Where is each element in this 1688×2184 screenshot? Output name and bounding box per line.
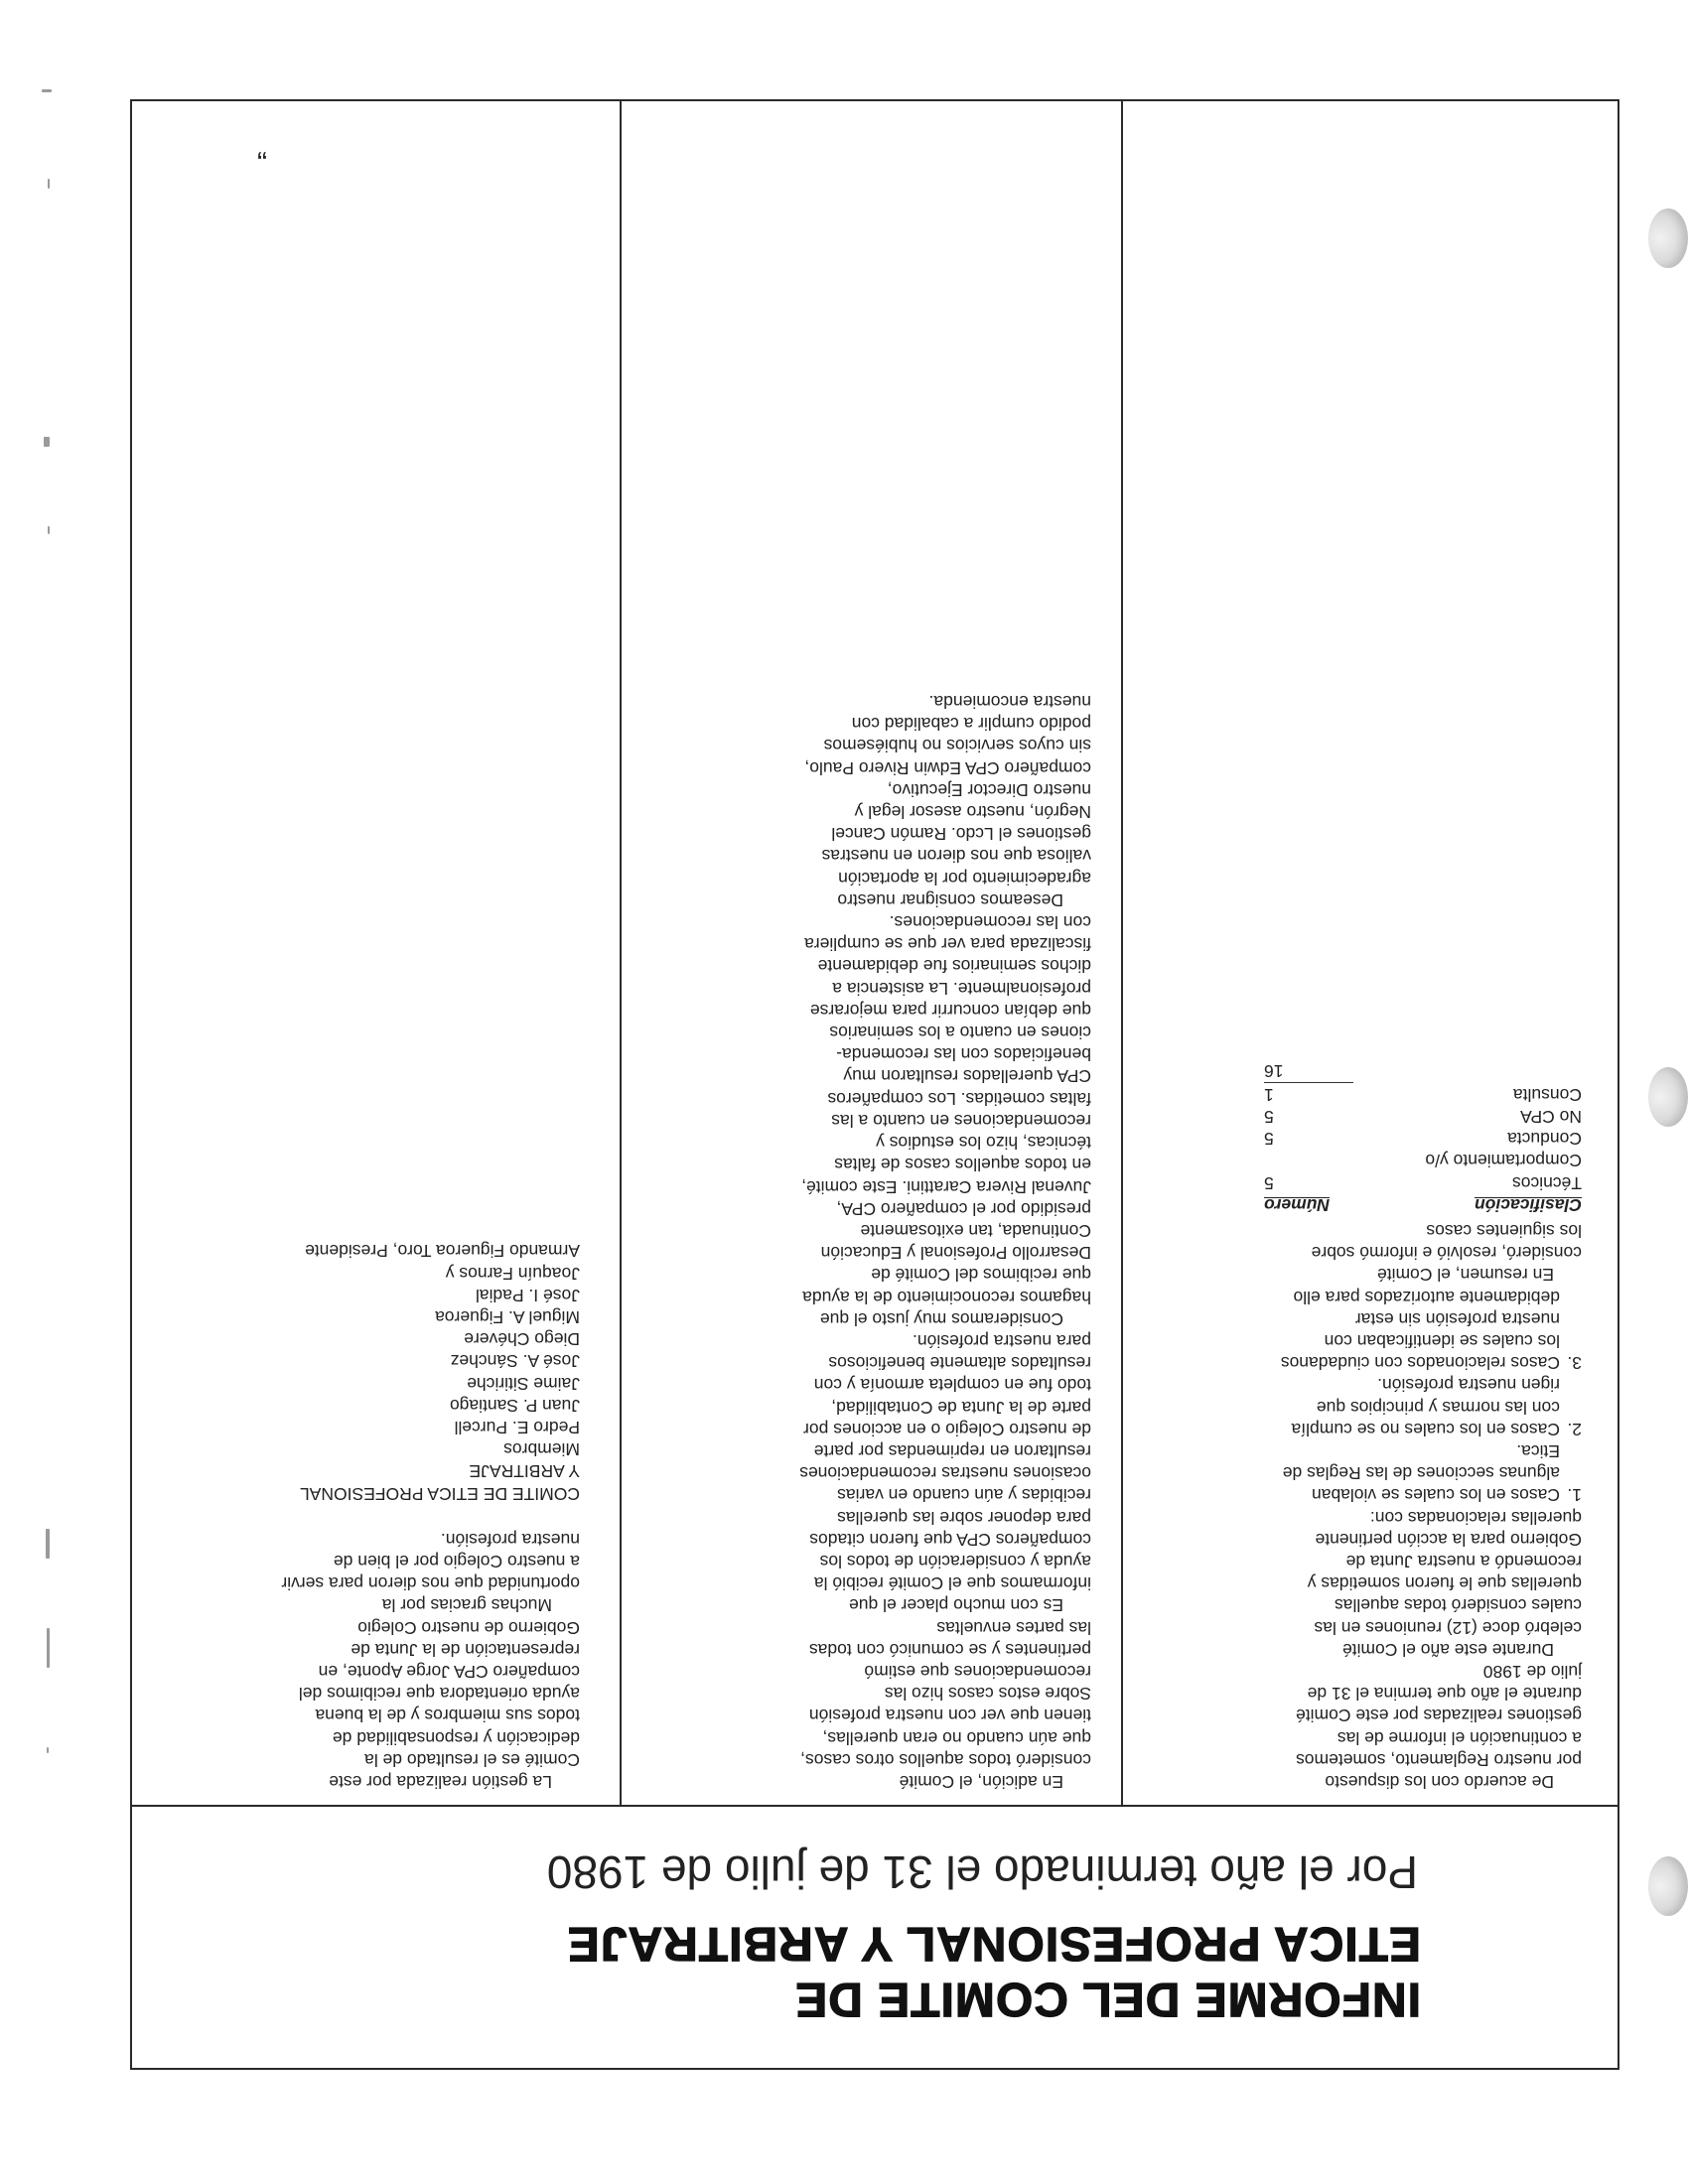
cooperation-line: ayuda y consideración de todos los (819, 1551, 1091, 1571)
recognition-line: Desarrollo Profesional y Educación (820, 1243, 1091, 1264)
cooperation-line: para nuestra profesión. (913, 1330, 1091, 1351)
column-3 (128, 101, 620, 1805)
members-label: Miembros (503, 1439, 580, 1460)
cooperation-line: todo fue en completa armonía y con (813, 1375, 1091, 1396)
cases-table (1143, 1060, 1582, 1215)
list-item-line: rigen nuestra profesión. (1377, 1375, 1560, 1396)
closing-line: Gobierno de nuestro Colegio (357, 1617, 580, 1638)
gratitude-line: agradecimiento por la aportación (838, 868, 1091, 888)
total-label (1353, 1060, 1582, 1083)
recognition-line: Juvenal Rivera Carattini. Este comité, (801, 1176, 1091, 1197)
recognition-line: con las recomendaciones. (889, 912, 1091, 933)
meetings-line: Durante este año el Comité (1341, 1639, 1554, 1660)
gratitude-line: podido cumplir a cabalidad con (851, 714, 1091, 735)
recognition-line: Continuada, tan exitosamente (860, 1220, 1091, 1241)
list-item-line: Casos relacionados con ciudadanos (1280, 1353, 1560, 1374)
gratitude-line: sin cuyos servicios no hubiésemos (823, 736, 1091, 756)
recognition-line: beneficiados con las recomenda- (836, 1044, 1091, 1065)
other-cases-paragraph (641, 1616, 1091, 1793)
gratitude-line: compañero CPA Edwin Rivero Paulo, (804, 757, 1091, 778)
cooperation-line: resultaron en reprimendas por parte (813, 1440, 1091, 1461)
thanks-paragraph (148, 1529, 580, 1617)
row-number: 5 (1264, 1172, 1274, 1193)
recognition-line: que debían concurrir para mejorarse (809, 1000, 1091, 1021)
row-number (1264, 1150, 1353, 1171)
list-item-line: los cuales se identificaban con (1324, 1330, 1560, 1351)
table-header (1143, 1194, 1582, 1216)
list-item-line: con las normas y principios que (1316, 1397, 1560, 1418)
other-cases-line: Sobre estos casos hizo las (884, 1684, 1091, 1705)
recognition-line: que recibimos del Comité de (871, 1265, 1091, 1286)
closing-line: La gestión realizada por este (329, 1772, 552, 1792)
closing-line: todos sus miembros y de la buena (315, 1706, 580, 1726)
cooperation-line: ocasiones nuestras recomendaciones (799, 1463, 1091, 1484)
column-1 (1121, 101, 1618, 1805)
intro-paragraph (1143, 1661, 1582, 1793)
table-row (1143, 1150, 1582, 1171)
row-classification: Conducta (1507, 1129, 1582, 1150)
recognition-line: profesionalmente. La asistencia a (832, 978, 1091, 999)
list-item-line: algunas secciones de las Reglas de (1282, 1463, 1560, 1484)
cooperation-line: recibidas y aún cuando en varias (837, 1485, 1091, 1506)
member-line: José I. Padial (475, 1285, 580, 1305)
table-row (1143, 1084, 1582, 1106)
row-classification: Comportamiento y/o (1425, 1151, 1582, 1171)
summary-line: En resumen, el Comité (1377, 1265, 1554, 1286)
recognition-line: recomendaciones en cuanto a las (831, 1110, 1091, 1131)
row-classification: Consulta (1512, 1084, 1582, 1105)
intro-line: julio de 1980 (1482, 1661, 1582, 1682)
intro-line: durante el año que termina el 31 de (1307, 1684, 1582, 1705)
row-number: 1 (1264, 1084, 1274, 1105)
cooperation-paragraph (641, 1330, 1091, 1617)
cooperation-line: resultados altamente beneficiosos (828, 1353, 1091, 1374)
report-title (567, 1915, 1421, 2026)
list-number: 1. (1567, 1485, 1582, 1506)
report-subtitle: Por el año terminado el 31 de julio de 1980 (546, 1846, 1418, 1898)
other-cases-line: consideró todos aquellos otros casos, (800, 1749, 1091, 1770)
meetings-line: recomendó a nuestra Junta de (1345, 1551, 1582, 1571)
thanks-line: Muchas gracias por la (381, 1595, 552, 1616)
other-cases-line: pertinentes y se comunicó con todas (808, 1639, 1091, 1660)
recognition-line: faltas cometidas. Los compañeros (827, 1088, 1091, 1109)
meetings-paragraph (1143, 1506, 1582, 1660)
meetings-line: querellas relacionadas con: (1369, 1507, 1582, 1528)
list-number: 2. (1567, 1419, 1582, 1439)
member-line: Pedro E. Purcell (454, 1417, 580, 1437)
summary-paragraph (1143, 1220, 1582, 1287)
list-item-line: Casos en los cuales no se cumplía (1291, 1419, 1560, 1439)
row-number: 5 (1264, 1106, 1274, 1127)
header-classification: Clasificación (1475, 1194, 1582, 1215)
title-line-2: ETICA PROFESIONAL Y ARBITRAJE (566, 1917, 1421, 1970)
column-2 (620, 101, 1121, 1805)
table-row (1143, 1106, 1582, 1128)
meetings-line: celebró doce (12) reuniones en las (1314, 1617, 1582, 1638)
thanks-line: a nuestro Colegio por el bien de (333, 1551, 580, 1571)
row-classification: Técnicos (1511, 1172, 1582, 1193)
cooperation-line: informamos que el Comité recibió la (813, 1573, 1091, 1594)
list-item (1143, 1286, 1582, 1374)
other-cases-line: recomendaciones que estimó (864, 1661, 1091, 1682)
row-number: 5 (1264, 1129, 1274, 1150)
meetings-line: Gobierno para la acción pertinente (1315, 1529, 1582, 1550)
meetings-line: cuales consideró todas aquellas (1334, 1595, 1582, 1616)
other-cases-line: En adición, el Comité (899, 1772, 1063, 1792)
committee-name-line-1: COMITE DE ETICA PROFESIONAL (300, 1483, 580, 1504)
list-item (1143, 1440, 1582, 1507)
thanks-line: nuestra profesión. (440, 1529, 580, 1550)
table-row (1143, 1128, 1582, 1150)
gratitude-line: valiosa que nos dieron en nuestras (821, 846, 1091, 867)
closing-paragraph (148, 1616, 580, 1793)
gratitude-line: nuestra encomienda. (928, 692, 1091, 713)
gratitude-line: Negrón, nuestro asesor legal y (854, 802, 1091, 823)
recognition-line: CPA querellados resultaron muy (843, 1066, 1091, 1087)
list-item-line: debidamente autorizados para ello (1293, 1287, 1560, 1307)
intro-line: a continuación el informe de las (1336, 1727, 1582, 1748)
cooperation-line: parte de la Junta de Contabilidad, (831, 1397, 1091, 1418)
recognition-line: dichos seminarios fue debidamente (817, 956, 1091, 977)
other-cases-line: tienen que ver con nuestra profesión (808, 1706, 1091, 1726)
member-line: Jaime Sitiriche (467, 1373, 580, 1394)
members-list (148, 1240, 580, 1438)
intro-line: De acuerdo con los dispuesto (1325, 1772, 1554, 1792)
list-item (1143, 1374, 1582, 1440)
intro-line: gestiones realizadas por este Comité (1296, 1706, 1582, 1726)
closing-line: compañero CPA Jorge Aponte, en (318, 1661, 580, 1682)
other-cases-line: las partes envueltas (936, 1617, 1091, 1638)
member-line: Armando Figueroa Toro, Presidente (305, 1241, 580, 1262)
total-value: 16 (1264, 1060, 1353, 1083)
recognition-line: en todos aquellos casos de faltas (834, 1155, 1091, 1175)
stray-quote-mark: „ (257, 149, 267, 182)
recognition-line: Consideramos muy justo el que (819, 1308, 1063, 1329)
recognition-line: hagamos reconocimiento de la ayuda (802, 1287, 1091, 1307)
gratitude-paragraph (641, 691, 1091, 911)
table-row (1143, 1171, 1582, 1193)
list-number: 3. (1567, 1353, 1582, 1374)
title-line-1: INFORME DEL COMITE DE (794, 1973, 1421, 2025)
summary-line: los siguientes casos (1426, 1220, 1582, 1241)
member-line: José A. Sánchez (450, 1351, 580, 1372)
page-frame (130, 99, 1619, 2070)
member-line: Joaquín Farnos y (445, 1263, 580, 1284)
cooperation-line: de nuestro Colegio o en acciones por (803, 1419, 1091, 1439)
summary-line: consideró, resolvió e informó sobre (1311, 1243, 1582, 1264)
list-item-line: nuestra profesión sin estar (1354, 1308, 1560, 1329)
intro-line: por nuestro Reglamento, sometemos (1296, 1749, 1582, 1770)
closing-line: Comité es el resultado de la (364, 1749, 580, 1770)
cooperation-line: Es con mucho placer el que (849, 1595, 1063, 1616)
cooperation-line: para deponer sobre las querellas (837, 1507, 1091, 1528)
recognition-paragraph (641, 911, 1091, 1330)
member-line: Diego Chévere (464, 1329, 580, 1350)
row-classification: No CPA (1520, 1106, 1582, 1127)
header-number: Número (1264, 1194, 1331, 1215)
gratitude-line: nuestro Director Ejecutivo, (887, 779, 1091, 800)
member-line: Juan P. Santiago (449, 1395, 580, 1416)
closing-line: ayuda orientadora que recibimos del (298, 1684, 580, 1705)
thanks-line: oportunidad que nos dieron para servir (281, 1573, 580, 1594)
member-line: Miguel A. Figueroa (435, 1306, 580, 1327)
other-cases-line: que aún cuando no eran querellas, (822, 1727, 1091, 1748)
table-total-row (1143, 1060, 1582, 1083)
meetings-line: querellas que le fueron sometidas y (1307, 1573, 1582, 1594)
committee-name-line-2: Y ARBITRAJE (469, 1461, 580, 1482)
recognition-line: técnicas, hizo los estudios y (876, 1133, 1091, 1154)
title-box (132, 1805, 1618, 2068)
committee-signature (148, 1240, 580, 1504)
list-item-line: Etica. (1516, 1440, 1560, 1461)
closing-line: dedicación y responsabilidad de (332, 1727, 580, 1748)
cooperation-line: compañeros CPA que fueron citados (809, 1529, 1091, 1550)
closing-line: representación de la Junta de (351, 1639, 580, 1660)
cases-list (1143, 1286, 1582, 1506)
gratitude-line: gestiones el Lcdo. Ramón Cancel (831, 824, 1091, 845)
list-item-line: Casos en los cuales se violaban (1311, 1485, 1560, 1506)
recognition-line: fiscalizada para ver que se cumpliera (804, 934, 1091, 955)
recognition-line: presidido por el compañero CPA, (836, 1198, 1091, 1219)
gratitude-line: Deseamos consignar nuestro (837, 889, 1063, 910)
recognition-line: ciones en cuanto a los seminarios (829, 1023, 1091, 1043)
